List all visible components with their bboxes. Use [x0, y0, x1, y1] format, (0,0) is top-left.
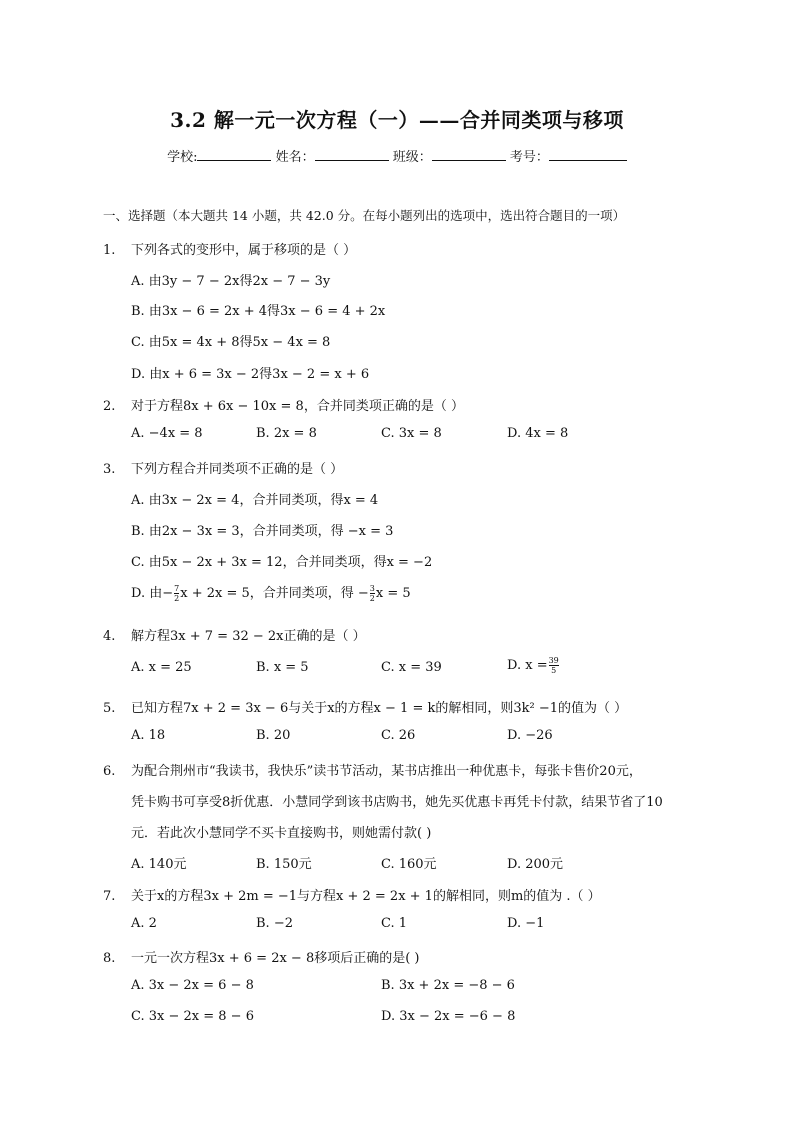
- q6-option-a: A. 140元: [131, 857, 187, 872]
- q5-option-b: B. 20: [256, 728, 291, 743]
- student-info-line: [0, 146, 794, 165]
- q8-option-a: A. 3x − 2x = 6 − 8: [131, 978, 254, 993]
- q2-option-c: C. 3x = 8: [381, 426, 442, 441]
- class-label: 班级：: [392, 150, 432, 165]
- q8-option-d: D. 3x − 2x = −6 − 8: [381, 1009, 516, 1024]
- q6-option-d: D. 200元: [507, 857, 564, 872]
- fraction: $\frac{7}{2}$: [174, 584, 180, 603]
- q1-option-d: D. 由x + 6 = 3x − 2得3x − 2 = x + 6: [131, 367, 370, 382]
- q1-option-c: C. 由5x = 4x + 8得5x − 4x = 8: [131, 335, 331, 350]
- q2-option-b: B. 2x = 8: [256, 426, 317, 441]
- page-title: 3.2 解一元一次方程（一）——合并同类项与移项: [170, 108, 624, 132]
- q3-option-c: C. 由5x − 2x + 3x = 12，合并同类项，得x = −2: [131, 555, 433, 570]
- q3-option-d: D. 由− $\frac{7}{2}$ x + 2x = 5，合并同类项，得 − $\frac{3}{2}$ x = 5: [131, 584, 411, 603]
- q4-option-a: A. x = 25: [131, 660, 192, 675]
- q7-option-d: D. −1: [507, 916, 545, 931]
- q8-option-b: B. 3x + 2x = −8 − 6: [381, 978, 515, 993]
- question-8: 8. 一元一次方程3x + 6 = 2x − 8移项后正确的是( ): [103, 951, 420, 966]
- q1-option-b: B. 由3x − 6 = 2x + 4得3x − 6 = 4 + 2x: [131, 304, 386, 319]
- q5-option-a: A. 18: [131, 728, 166, 743]
- question-5: 5. 已知方程7x + 2 = 3x − 6与关于x的方程x − 1 = k的解相同，则3k² −1的值为（ ）: [103, 701, 628, 716]
- q8-option-c: C. 3x − 2x = 8 − 6: [131, 1009, 254, 1024]
- question-3: 3. 下列方程合并同类项不正确的是（ ）: [103, 462, 344, 477]
- fraction: $\frac{39}{5}$: [548, 656, 559, 675]
- q2-option-d: D. 4x = 8: [507, 426, 569, 441]
- q6-option-b: B. 150元: [256, 857, 312, 872]
- question-7: 7. 关于x的方程3x + 2m = −1与方程x + 2 = 2x + 1的解相同，则m的值为 .（ ）: [103, 889, 601, 904]
- class-blank: [432, 148, 506, 161]
- q5-option-d: D. −26: [507, 728, 553, 743]
- q3-option-a: A. 由3x − 2x = 4，合并同类项，得x = 4: [131, 493, 379, 508]
- question-6-line-2: 凭卡购书可享受8折优惠．小慧同学到该书店购书，她先买优惠卡再凭卡付款，结果节省了10: [131, 795, 663, 810]
- q7-option-a: A. 2: [131, 916, 157, 931]
- q3-option-b: B. 由2x − 3x = 3，合并同类项，得 −x = 3: [131, 524, 394, 539]
- section-heading: 一、选择题（本大题共 14 小题，共 42.0 分。在每小题列出的选项中，选出符合题目的一项）: [103, 208, 626, 223]
- q6-option-c: C. 160元: [381, 857, 437, 872]
- q5-option-c: C. 26: [381, 728, 416, 743]
- question-6: 6. 为配合荆州市“我读书，我快乐”读书节活动，某书店推出一种优惠卡，每张卡售价20元，: [103, 764, 642, 779]
- name-blank: [315, 148, 389, 161]
- school-blank: [197, 148, 271, 161]
- exam-no-blank: [549, 148, 627, 161]
- school-label: 学校:: [167, 150, 198, 165]
- question-4: 4. 解方程3x + 7 = 32 − 2x正确的是（ ）: [103, 629, 366, 644]
- question-2: 2. 对于方程8x + 6x − 10x = 8，合并同类项正确的是（ ）: [103, 399, 464, 414]
- name-label: 姓名：: [275, 150, 315, 165]
- q2-option-a: A. −4x = 8: [131, 426, 203, 441]
- q1-option-a: A. 由3y − 7 − 2x得2x − 7 − 3y: [131, 274, 331, 289]
- question-1: 1. 下列各式的变形中，属于移项的是（ ）: [103, 243, 357, 258]
- q4-option-c: C. x = 39: [381, 660, 442, 675]
- q4-option-b: B. x = 5: [256, 660, 309, 675]
- q4-option-d: D. x = $\frac{39}{5}$: [507, 656, 559, 675]
- question-6-line-3: 元．若此次小慧同学不买卡直接购书，则她需付款( ): [131, 826, 432, 841]
- q7-option-c: C. 1: [381, 916, 408, 931]
- exam-no-label: 考号：: [509, 150, 549, 165]
- fraction: $\frac{3}{2}$: [369, 584, 375, 603]
- q7-option-b: B. −2: [256, 916, 293, 931]
